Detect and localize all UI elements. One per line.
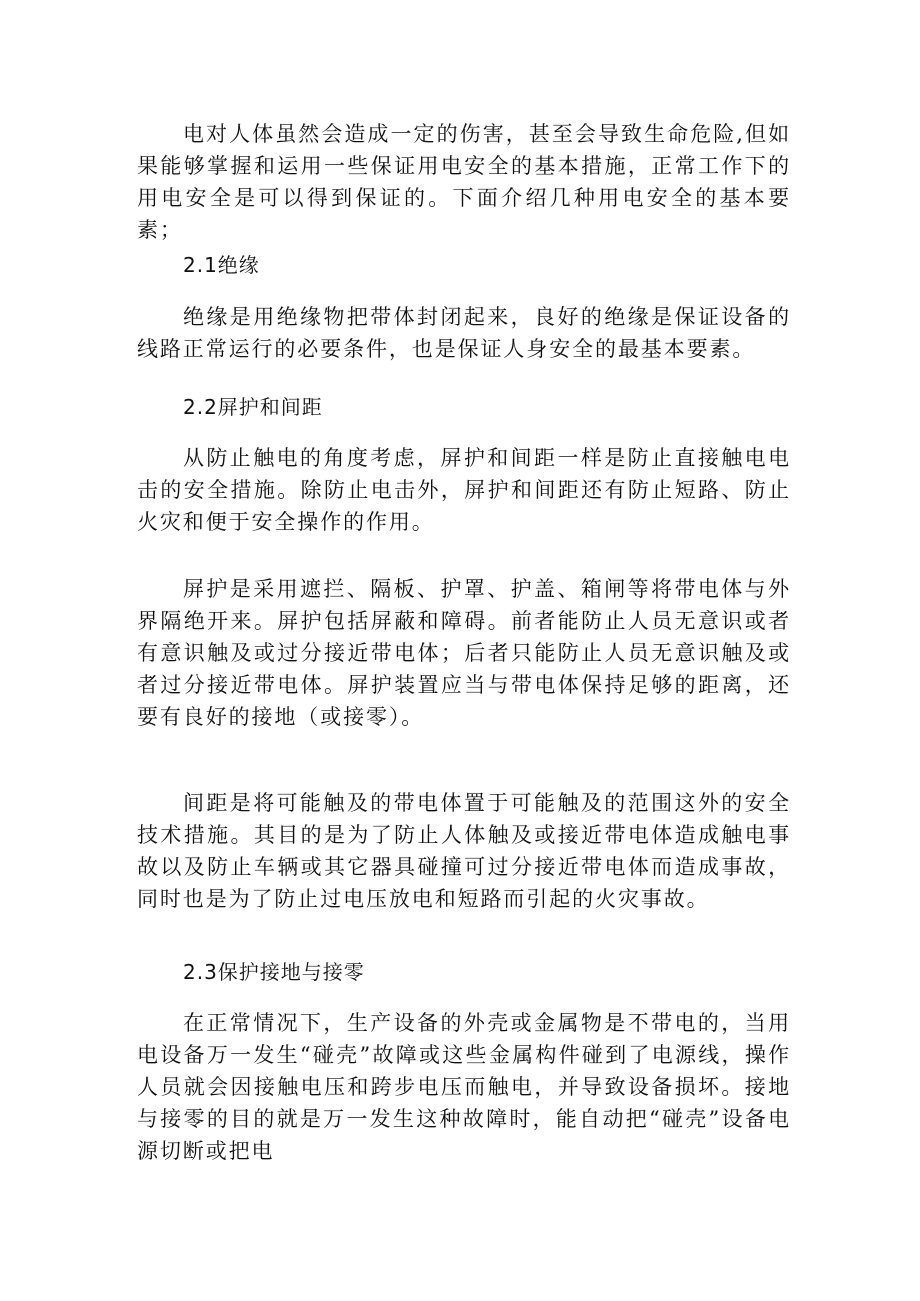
section-2-2-paragraph-1: 从防止触电的角度考虑，屏护和间距一样是防止直接触电电击的安全措施。除防止电击外，屏护和间距还有防止短路、防止火灾和便于安全操作的作用。 — [137, 446, 791, 534]
section-2-2-heading: 2.2屏护和间距 — [183, 395, 323, 419]
section-2-1-heading: 2.1绝缘 — [183, 253, 260, 277]
section-2-3-heading: 2.3保护接地与接零 — [183, 960, 365, 984]
section-2-2-paragraph-3: 间距是将可能触及的带电体置于可能触及的范围这外的安全技术措施。其目的是为了防止人体触及或接近带电体造成触电事故以及防止车辆或其它器具碰撞可过分接近带电体而造成事故，同时也是为了防止过电压放电和短路而引起的火灾事故。 — [137, 791, 791, 911]
intro-paragraph: 电对人体虽然会造成一定的伤害，甚至会导致生命危险,但如果能够掌握和运用一些保证用电安全的基本措施，正常工作下的用电安全是可以得到保证的。下面介绍几种用电安全的基本要素； — [137, 122, 791, 242]
section-2-2-paragraph-2: 屏护是采用遮拦、隔板、护罩、护盖、箱闸等将带电体与外界隔绝开来。屏护包括屏蔽和障碍。前者能防止人员无意识或者有意识触及或过分接近带电体；后者只能防止人员无意识触及或者过分接近带电体。屏护装置应当与带电体保持足够的距离，还要有良好的接地（或接零）。 — [137, 577, 791, 729]
section-2-1-paragraph: 绝缘是用绝缘物把带体封闭起来，良好的绝缘是保证设备的线路正常运行的必要条件，也是保证人身安全的最基本要素。 — [137, 305, 791, 361]
section-2-3-paragraph: 在正常情况下，生产设备的外壳或金属物是不带电的，当用电设备万一发生“碰壳”故障或这些金属构件碰到了电源线，操作人员就会因接触电压和跨步电压而触电，并导致设备损坏。接地与接零的目的就是万一发生这种故障时，能自动把“碰壳”设备电源切断或把电 — [137, 1011, 791, 1163]
